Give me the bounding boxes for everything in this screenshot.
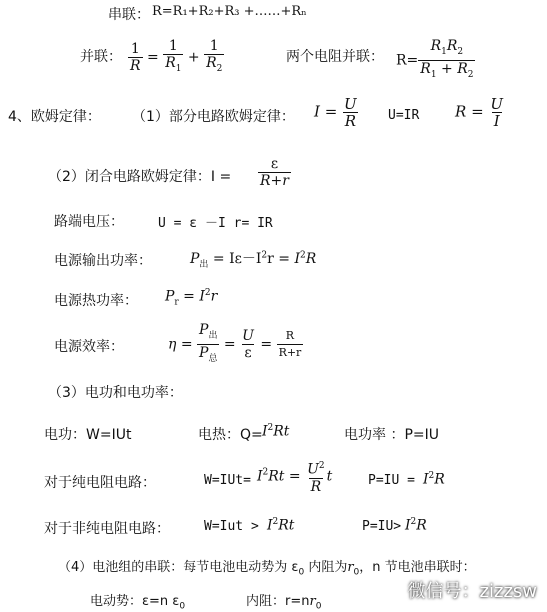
emf-line: 电动势：ε=n $\varepsilon_0$ xyxy=(90,594,186,612)
nonpure-label: 对于非纯电阻电路： xyxy=(44,521,170,537)
heat2-label: 电热：Q= xyxy=(198,427,263,443)
terminal-label: 路端电压： xyxy=(54,214,124,230)
emf-label: 电动势：ε=n ε xyxy=(90,594,180,609)
pure-label: 对于纯电阻电路： xyxy=(44,475,156,491)
series-formula: R=R₁+R₂+R₃ +……+Rₙ xyxy=(152,4,307,19)
heat-formula: $P_r = I^2r$ xyxy=(165,288,218,308)
u-eq-ir: U=IR xyxy=(388,108,420,123)
closed-label: （2）闭合电路欧姆定律：I = xyxy=(48,169,232,185)
closed-formula: $\frac{\varepsilon}{R+r}$ xyxy=(260,156,289,189)
pure-p-formula: $I^2R$ xyxy=(423,471,445,488)
pure-p: P=IU = xyxy=(368,473,415,488)
terminal-formula: U = ε －I r= IR xyxy=(158,216,273,231)
nonpure-w: W=Iut > xyxy=(204,519,259,534)
nonpure-p: P=IU> xyxy=(362,519,402,534)
two-parallel-label: 两个电阻并联： xyxy=(286,49,384,65)
eff-formula: η = $\frac{P_出}{P_总}$ = $\frac{U}{\varepsilon}$ = $\frac{R}{R+r}$ xyxy=(168,322,303,367)
output-label: 电源输出功率： xyxy=(54,253,152,269)
pure-w-formula: $I^2Rt$ = $\frac{U^2}{R}$ t xyxy=(257,461,333,495)
internal-label: 内阻：r=n xyxy=(246,594,310,609)
heat2-formula: $I^2Rt$ xyxy=(262,423,290,440)
two-parallel-formula: R= $\frac{R_1R_2}{R_1 + R_2}$ xyxy=(396,38,475,83)
battery-mid: 内阻为 xyxy=(308,560,348,575)
partial-formula: I = $\frac{U}{R}$ xyxy=(314,95,357,130)
work-heading: （3）电功和电功率： xyxy=(48,385,183,401)
heat-label: 电源热功率： xyxy=(54,293,138,309)
battery-label: （4）电池组的串联：每节电池电动势为 ε xyxy=(58,560,299,575)
internal-line: 内阻：$r=nr_0$ xyxy=(246,594,322,612)
pure-w: W=IUt= xyxy=(204,473,251,488)
nonpure-p-formula: $I^2R$ xyxy=(405,517,427,534)
battery-end: ，n 节电池串联时： xyxy=(359,560,476,575)
watermark: 微信号：zizzsw xyxy=(407,581,537,602)
r-formula: R = $\frac{U}{I}$ xyxy=(455,95,504,130)
partial-label: （1）部分电路欧姆定律： xyxy=(132,109,295,125)
ohm-heading: 4、欧姆定律： xyxy=(8,109,101,125)
eff-label: 电源效率： xyxy=(54,339,124,355)
nonpure-w-formula: $I^2Rt$ xyxy=(267,517,295,534)
power-label: 电功率 ：P=IU xyxy=(344,427,439,443)
parallel-label: 并联： xyxy=(80,49,122,65)
series-label: 串联： xyxy=(108,7,150,23)
battery-line: （4）电池组的串联：每节电池电动势为 $\varepsilon_0$ 内阻为$r_0$，n 节电池串联时： xyxy=(58,560,476,578)
work-label: 电功：W=IUt xyxy=(44,427,132,443)
output-formula: $P_出 = I\varepsilon-I^2r = I^2R$ xyxy=(190,250,317,270)
parallel-formula: $\frac{1}{R}$ = $\frac{1}{R_1}$ + $\frac{1}{R_2}$ xyxy=(128,38,224,77)
